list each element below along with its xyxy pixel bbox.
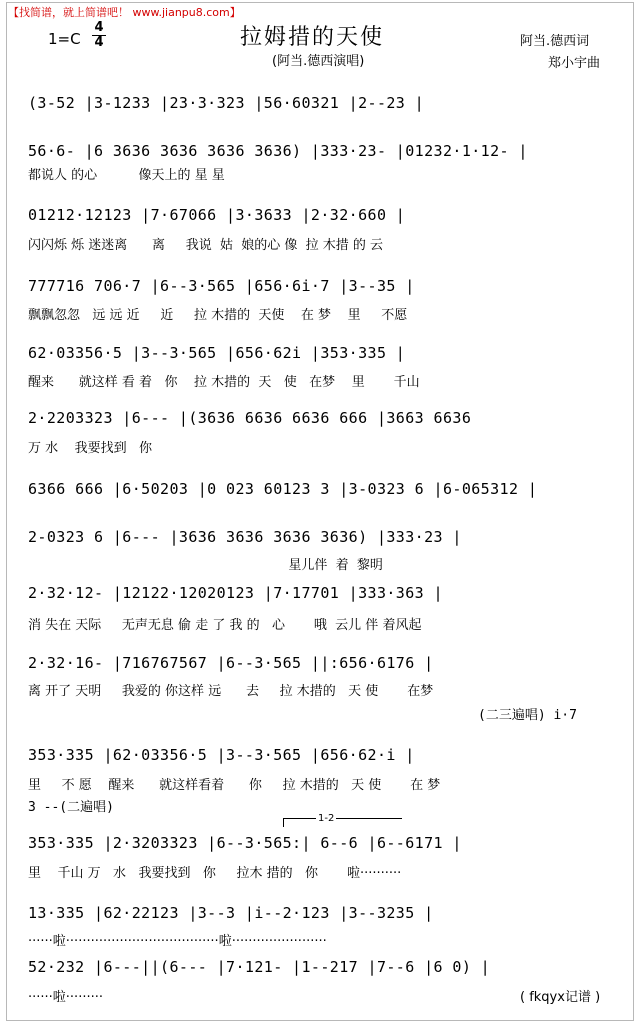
lyric-line-10: 星儿伴 着 黎明 xyxy=(28,558,383,573)
melody-line-14: 52·232 |6---||(6--- |7·121- |1--217 |7--6 |6 0) | xyxy=(28,958,491,976)
melody-line-5: 62·03356·5 |3--3·565 |656·62i |353·335 | xyxy=(28,344,406,362)
lyric-line-15: ······啦·····································啦······················· xyxy=(28,934,327,949)
site-link[interactable]: 【找简谱，就上简谱吧！ www.jianpu8.com】 xyxy=(8,6,241,19)
key-signature: 1=C xyxy=(48,30,81,48)
lyric-line-6: 醒来 就这样 看 着 你 拉 木措的 天 使 在梦 里 千山 xyxy=(28,375,420,390)
melody-line-1: (3-52 |3-1233 |23·3·323 |56·60321 |2--23 | xyxy=(28,94,425,112)
melody-line-2: 56·6- |6 3636 3636 3636 3636) |333·23- |01232·1·12- | xyxy=(28,142,528,160)
melody-line-11: 353·335 |62·03356·5 |3--3·565 |656·62·i | xyxy=(28,746,415,764)
melody-line-4: 777716 706·7 |6--3·565 |656·6i·7 |3--35 | xyxy=(28,277,415,295)
lyric-line-5: 飘飘忽忽 远 远 近 近 拉 木措的 天使 在 梦 里 不愿 xyxy=(28,308,408,323)
lyric-line-12: 离 开了 天明 我爱的 你这样 远 去 拉 木措的 天 使 在梦 xyxy=(28,684,434,699)
time-signature xyxy=(92,22,106,49)
lyric-line-14: 里 千山 万 水 我要找到 你 拉木 措的 你 啦·········· xyxy=(28,866,402,881)
melody-line-6: 2·2203323 |6--- |(3636 6636 6636 666 |3663 6636 xyxy=(28,409,472,427)
melody-line-10: 2·32·16- |716767567 |6--3·565 ||:656·6176 | xyxy=(28,654,434,672)
lyricist-credit: 阿当.德西词 xyxy=(520,34,590,49)
volta-bracket xyxy=(283,818,402,827)
lyric-line-3: 都说人 的心 像天上的 星 星 xyxy=(28,168,225,183)
melody-line-9: 2·32·12- |12122·12020123 |7·17701 |333·363 | xyxy=(28,584,443,602)
transcriber-credit: ( fkqyx记谱 ) xyxy=(520,990,601,1005)
melody-line-3: 01212·12123 |7·67066 |3·3633 |2·32·660 | xyxy=(28,206,406,224)
volta-number: 1-2 xyxy=(318,813,335,824)
melody-line-7: 6366 666 |6·50203 |0 023 60123 3 |3-0323 6 |6-065312 | xyxy=(28,480,538,498)
composer-credit: 郑小宇曲 xyxy=(548,56,601,71)
lyric-line-4: 闪闪烁 烁 迷迷离 离 我说 姑 娘的心 像 拉 木措 的 云 xyxy=(28,238,384,253)
lyric-line-7: 万 水 我要找到 你 xyxy=(28,441,153,456)
time-signature-top: 4 xyxy=(94,20,104,35)
song-title: 拉姆措的天使 xyxy=(240,25,385,50)
lyric-line-11: 消 失在 天际 无声无息 偷 走 了 我 的 心 哦 云儿 伴 着风起 xyxy=(28,618,422,633)
melody-line-13: 13·335 |62·22123 |3--3 |i--2·123 |3--3235 | xyxy=(28,904,434,922)
melody-line-8: 2-0323 6 |6--- |3636 3636 3636 3636) |333·23 | xyxy=(28,528,462,546)
time-signature-bottom: 4 xyxy=(94,35,104,50)
melody-line-12: 353·335 |2·3203323 |6--3·565:| 6--6 |6--6171 | xyxy=(28,834,462,852)
song-subtitle: (阿当.德西演唱) xyxy=(272,54,365,69)
lyric-line-13: 里 不 愿 醒来 就这样看着 你 拉 木措的 天 使 在 梦 xyxy=(28,778,441,793)
lyric-line-16: ······啦········· xyxy=(28,990,103,1005)
repeat-note-2: 3 --(二遍唱) xyxy=(28,800,114,815)
repeat-note-1: (二三遍唱) i·7 xyxy=(478,708,577,723)
